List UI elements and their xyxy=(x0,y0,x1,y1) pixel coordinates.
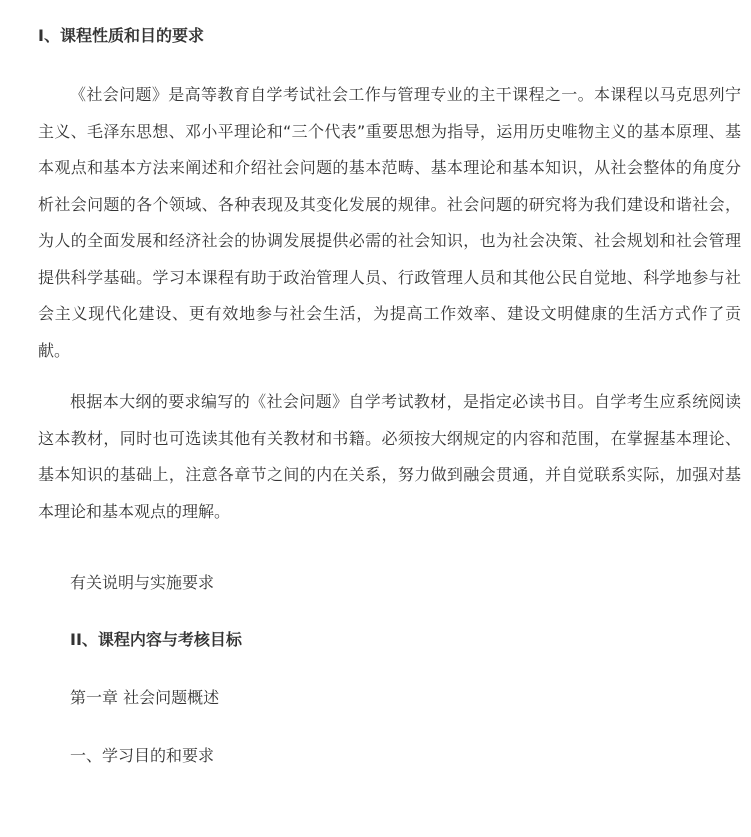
subsection-title: 一、学习目的和要求 xyxy=(70,746,215,765)
section-2-title: II、课程内容与考核目标 xyxy=(70,630,242,649)
section-1-paragraph-1: 《社会问题》是高等教育自学考试社会工作与管理专业的主干课程之一。本课程以马克思列宁主义、毛泽东思想、邓小平理论和“三个代表”重要思想为指导，运用历史唯物主义的基本原理、基本观点和基本方法来阐述和介绍社会问题的基本范畴、基本理论和基本知识，从社会整体的角度分析社会问题的各个领域、各种表现及其变化发展的规律。社会问题的研究将为我们建设和谐社会，为人的全面发展和经济社会的协调发展提供必需的社会知识，也为社会决策、社会规划和社会管理提供科学基础。学习本课程有助于政治管理人员、行政管理人员和其他公民自觉地、科学地参与社会主义现代化建设、更有效地参与社会生活，为提高工作效率、建设文明健康的生活方式作了贡献。 xyxy=(38,85,741,360)
section-1-paragraph-2: 根据本大纲的要求编写的《社会问题》自学考试教材，是指定必读书目。自学考生应系统阅读这本教材，同时也可选读其他有关教材和书籍。必须按大纲规定的内容和范围，在掌握基本理论、基本知识的基础上，注意各章节之间的内在关系，努力做到融会贯通，并自觉联系实际，加强对基本理论和基本观点的理解。 xyxy=(38,392,741,521)
chapter-1-title: 第一章 社会问题概述 xyxy=(70,688,220,707)
section-1-title: I、课程性质和目的要求 xyxy=(38,26,204,45)
implementation-note: 有关说明与实施要求 xyxy=(70,573,215,592)
